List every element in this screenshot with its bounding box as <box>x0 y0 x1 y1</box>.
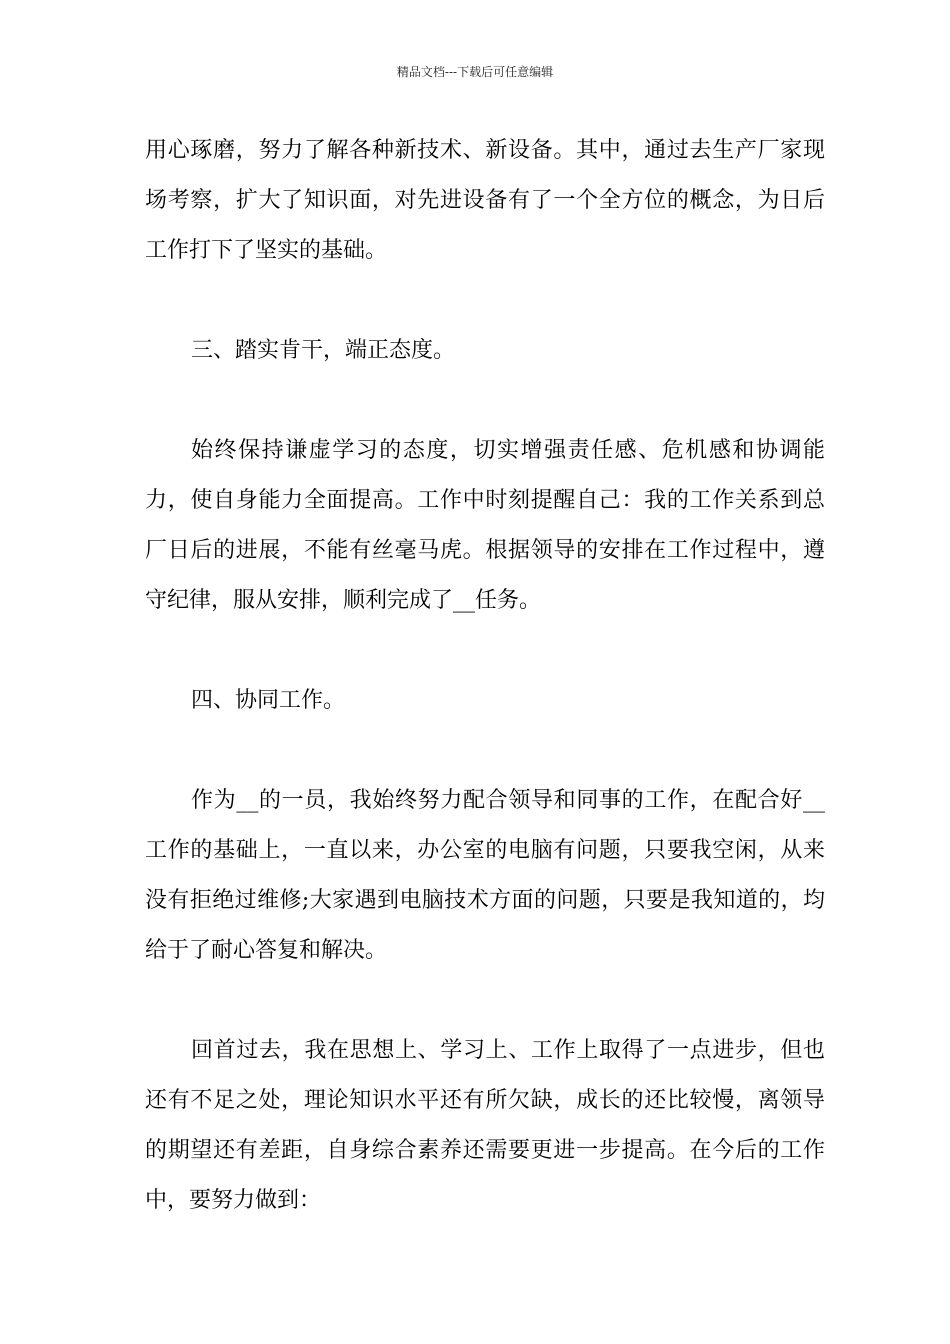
section-heading-4: 四、协同工作。 <box>191 688 346 713</box>
paragraph-teamwork: 作为__的一员，我始终努力配合领导和同事的工作，在配合好__工作的基础上，一直以来，办公室的电脑有问题，只要我空闲，从来没有拒绝过维修;大家遇到电脑技术方面的问题，只要是我知道的，均给于了耐心答复和解决。 <box>145 788 825 963</box>
section-heading-3: 三、踏实肯干，端正态度。 <box>191 338 456 363</box>
paragraph-continuation: 用心琢磨，努力了解各种新技术、新设备。其中，通过去生产厂家现场考察，扩大了知识面，对先进设备有了一个全方位的概念，为日后工作打下了坚实的基础。 <box>145 138 825 263</box>
document-body <box>145 126 825 1226</box>
paragraph-attitude: 始终保持谦虚学习的态度，切实增强责任感、危机感和协调能力，使自身能力全面提高。工作中时刻提醒自己：我的工作关系到总厂日后的进展，不能有丝毫马虎。根据领导的安排在工作过程中，遵守纪律，服从安排，顺利完成了__任务。 <box>145 438 825 613</box>
page-header-watermark: 精品文档---下载后可任意编辑 <box>396 65 554 79</box>
paragraph-review: 回首过去，我在思想上、学习上、工作上取得了一点进步，但也还有不足之处，理论知识水平还有所欠缺，成长的还比较慢，离领导的期望还有差距，自身综合素养还需要更进一步提高。在今后的工作中，要努力做到： <box>145 1038 825 1213</box>
